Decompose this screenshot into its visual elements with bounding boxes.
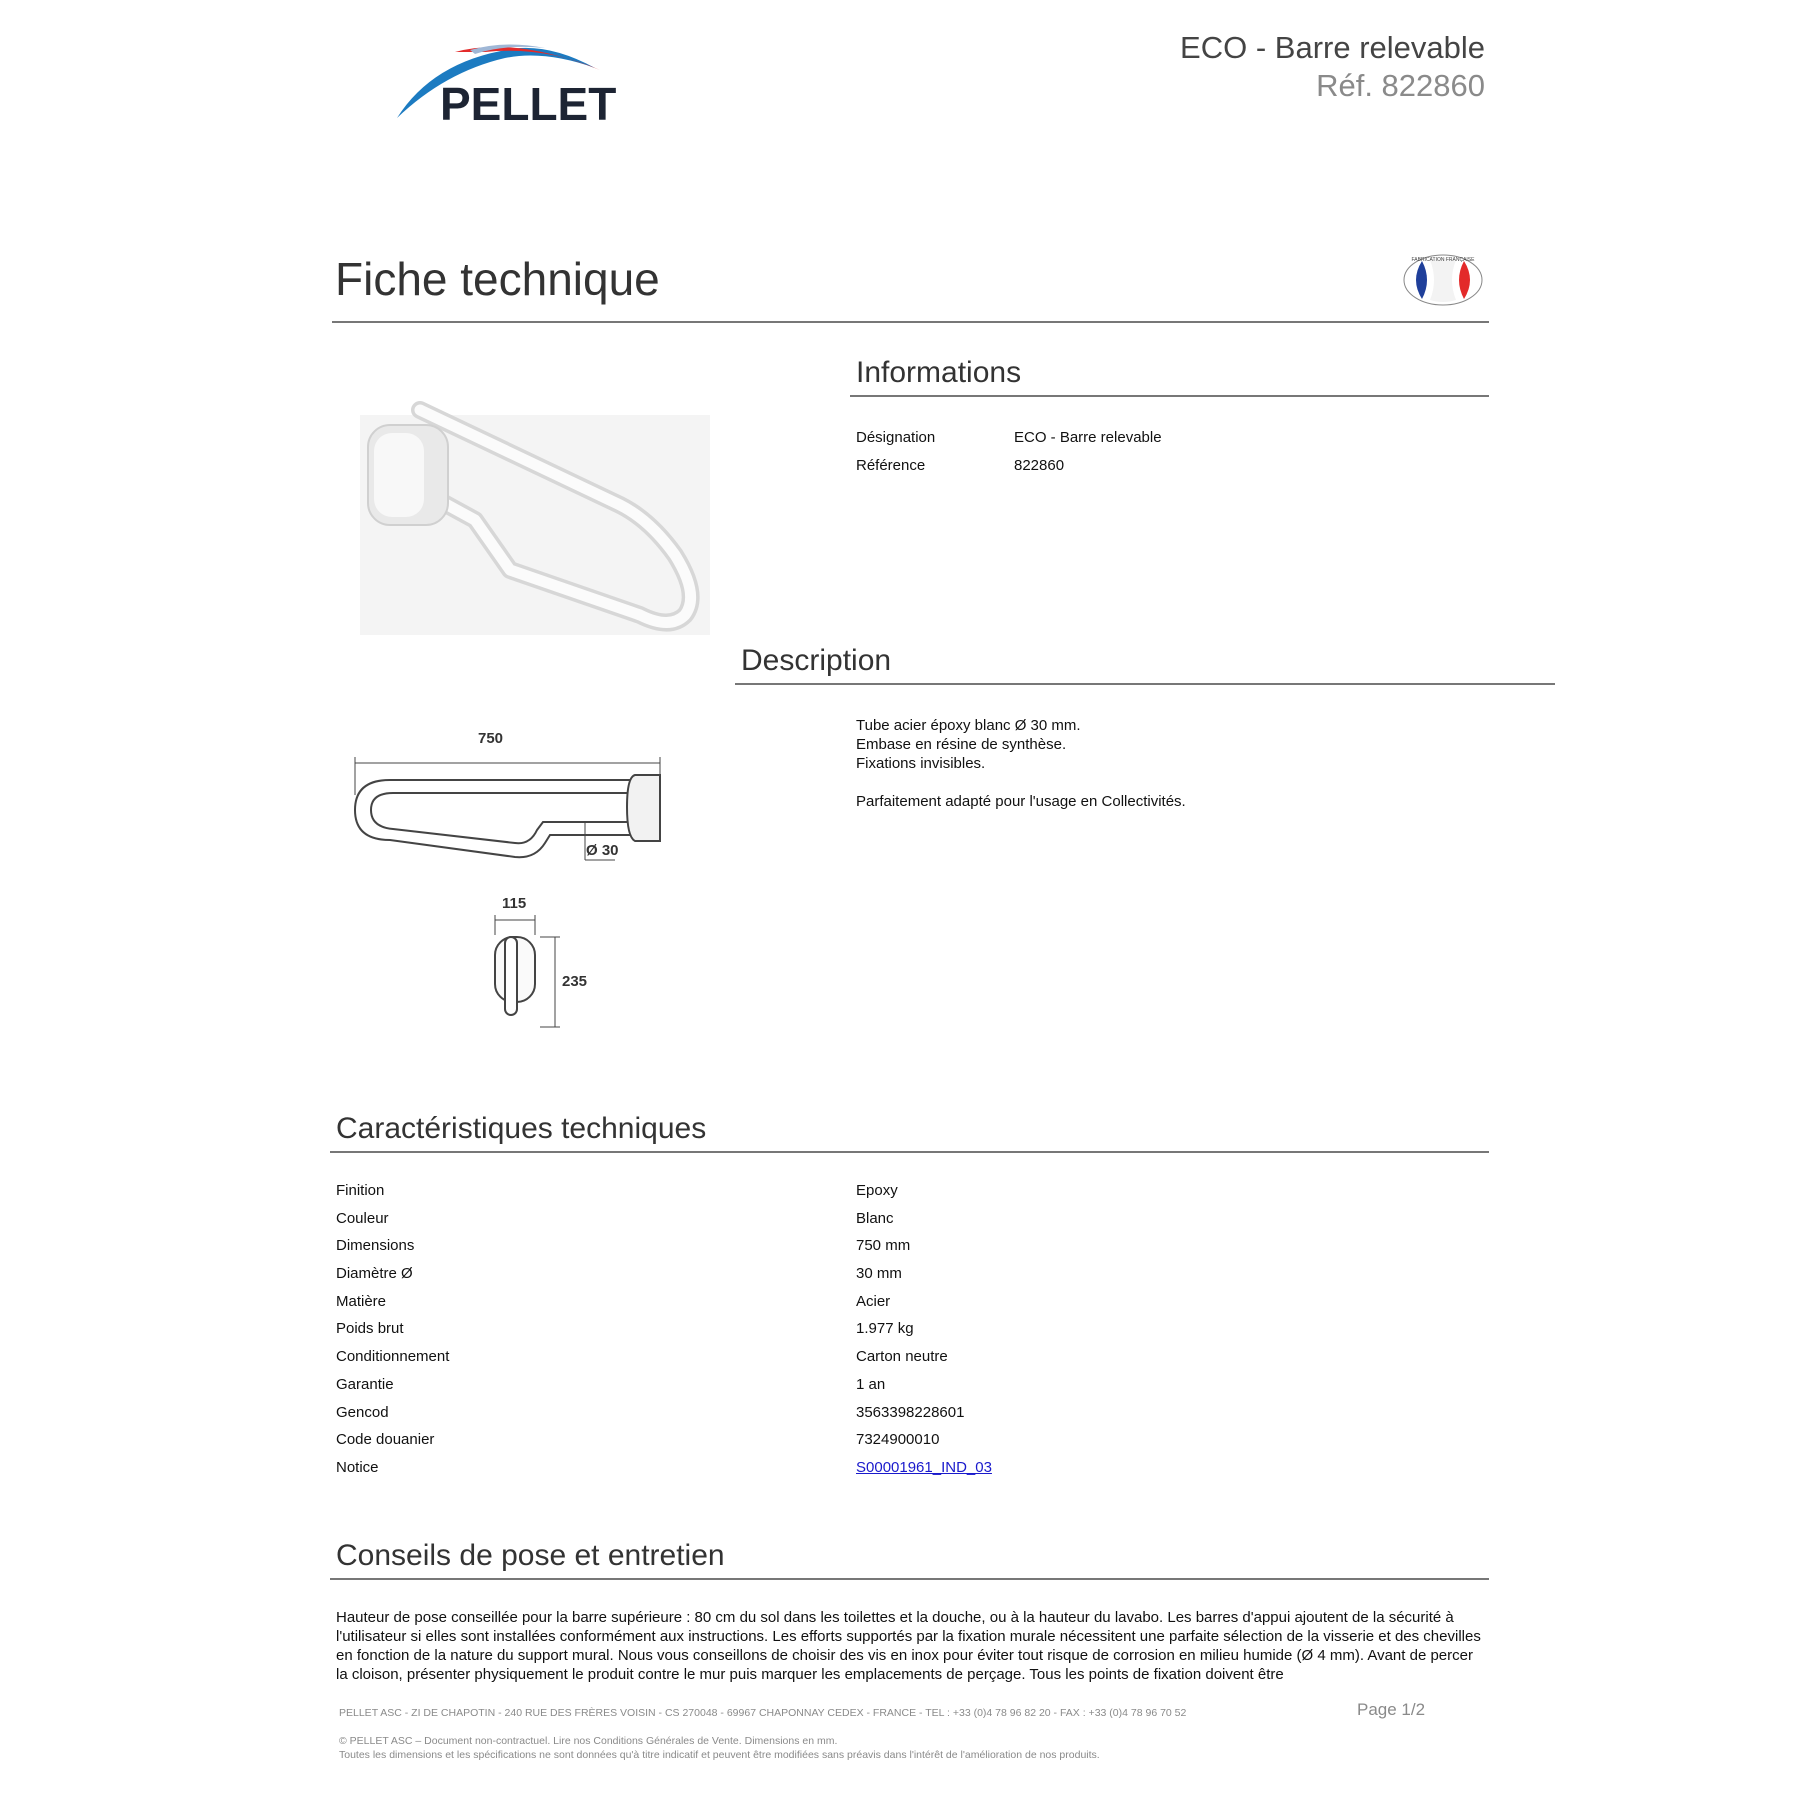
spec-value: 7324900010 — [856, 1431, 940, 1449]
spec-label: Matière — [336, 1292, 387, 1310]
page-number: Page 1/2 — [1357, 1700, 1426, 1719]
header-reference: Réf. 822860 — [1316, 68, 1485, 103]
spec-row — [336, 1404, 1486, 1432]
spec-row — [336, 1293, 1486, 1321]
dimension-drawing-side — [345, 725, 675, 870]
header-product-title: ECO - Barre relevable — [1180, 30, 1485, 65]
spec-value: 750 mm — [856, 1237, 911, 1255]
spec-row — [336, 1237, 1486, 1265]
spec-label: Gencod — [336, 1403, 389, 1421]
spec-row — [336, 1182, 1486, 1210]
spec-value: Acier — [856, 1292, 891, 1310]
info-label-reference: Référence — [856, 457, 926, 474]
title-rule — [332, 321, 1489, 323]
footer-legal — [339, 1734, 1100, 1762]
spec-row — [336, 1320, 1486, 1348]
spec-label: Poids brut — [336, 1320, 404, 1338]
diameter-dimension: Ø 30 — [586, 842, 619, 859]
specs-rule — [330, 1151, 1489, 1153]
width-dimension: 115 — [502, 895, 527, 912]
spec-row — [336, 1459, 1486, 1487]
spec-value: Blanc — [856, 1209, 894, 1227]
description-rule — [735, 683, 1555, 685]
specs-heading: Caractéristiques techniques — [336, 1112, 707, 1145]
description-heading: Description — [741, 644, 892, 677]
description-line: Tube acier époxy blanc Ø 30 mm. — [856, 717, 1081, 734]
spec-label: Notice — [336, 1458, 379, 1476]
spec-label: Couleur — [336, 1209, 389, 1227]
spec-row — [336, 1265, 1486, 1293]
advice-rule — [330, 1578, 1489, 1580]
notice-link[interactable]: S00001961_IND_03 — [856, 1458, 992, 1476]
advice-heading: Conseils de pose et entretien — [336, 1539, 725, 1572]
specs-table — [336, 1182, 1486, 1487]
height-dimension: 235 — [562, 973, 588, 990]
info-value-designation: ECO - Barre relevable — [1014, 429, 1162, 446]
description-text — [856, 716, 1186, 811]
informations-rule — [850, 395, 1489, 397]
spec-label: Garantie — [336, 1375, 394, 1393]
advice-text: Hauteur de pose conseillée pour la barre supérieure : 80 cm du sol dans les toilettes et la douche, ou à la hauteur du lavabo. Les barres d'appui ajoutent de la sécurité à l'utilisateur si elles sont installées conformément aux instructions. Les efforts supportés par la fixation murale nécessitent une parfaite sélection de la visserie et des chevilles en fonction de la nature du support mural. Nous vous conseillons de choisir des vis en inox pour éviter tout risque de corrosion en milieu humide (Ø 4 mm). Avant de percer la cloison, présenter physiquement le produit contre le mur puis marquer les emplacements de perçage. Tous les points de fixation doivent être — [336, 1609, 1481, 1683]
spec-row — [336, 1431, 1486, 1459]
length-dimension: 750 — [478, 730, 504, 747]
spec-label: Finition — [336, 1182, 385, 1199]
spec-value: Epoxy — [856, 1182, 898, 1199]
spec-label: Dimensions — [336, 1237, 415, 1255]
spec-row — [336, 1376, 1486, 1404]
footer-legal-line: © PELLET ASC – Document non-contractuel. Lire nos Conditions Générales de Vente. Dimensions en mm. — [339, 1735, 838, 1747]
description-line: Fixations invisibles. — [856, 755, 986, 772]
informations-heading: Informations — [856, 356, 1022, 389]
badge-text: FABRICATION FRANÇAISE — [1411, 257, 1475, 263]
spec-value: 1.977 kg — [856, 1320, 914, 1338]
spec-value: 3563398228601 — [856, 1403, 965, 1421]
description-extra: Parfaitement adapté pour l'usage en Collectivités. — [856, 793, 1186, 810]
spec-row — [336, 1210, 1486, 1238]
spec-label: Diamètre Ø — [336, 1265, 413, 1283]
info-label-designation: Désignation — [856, 429, 936, 446]
pellet-logo — [395, 38, 640, 128]
dimension-drawing-front — [480, 895, 590, 1035]
spec-label: Code douanier — [336, 1431, 435, 1449]
spec-value: 30 mm — [856, 1265, 902, 1283]
footer-address: PELLET ASC - ZI DE CHAPOTIN - 240 RUE DES FRÈRES VOISIN - CS 270048 - 69967 CHAPONNAY CEDEX - FRANCE - TEL : +33 (0)4 78 96 82 20 - FAX : +33 (0)4 78 96 70 52 — [339, 1707, 1187, 1719]
spec-value: 1 an — [856, 1375, 886, 1393]
fabrication-francaise-badge — [1402, 253, 1484, 307]
footer-legal-line: Toutes les dimensions et les spécifications ne sont données qu'à titre indicatif et peuvent être modifiées sans préavis dans l'intérêt de l'amélioration de nos produits. — [339, 1749, 1100, 1761]
spec-label: Conditionnement — [336, 1348, 450, 1366]
page-title: Fiche technique — [335, 253, 660, 305]
logo-text: PELLET — [440, 78, 617, 128]
spec-row — [336, 1348, 1486, 1376]
spec-value: Carton neutre — [856, 1348, 948, 1366]
description-line: Embase en résine de synthèse. — [856, 736, 1067, 753]
product-photo — [360, 355, 710, 695]
info-value-reference: 822860 — [1014, 457, 1065, 474]
